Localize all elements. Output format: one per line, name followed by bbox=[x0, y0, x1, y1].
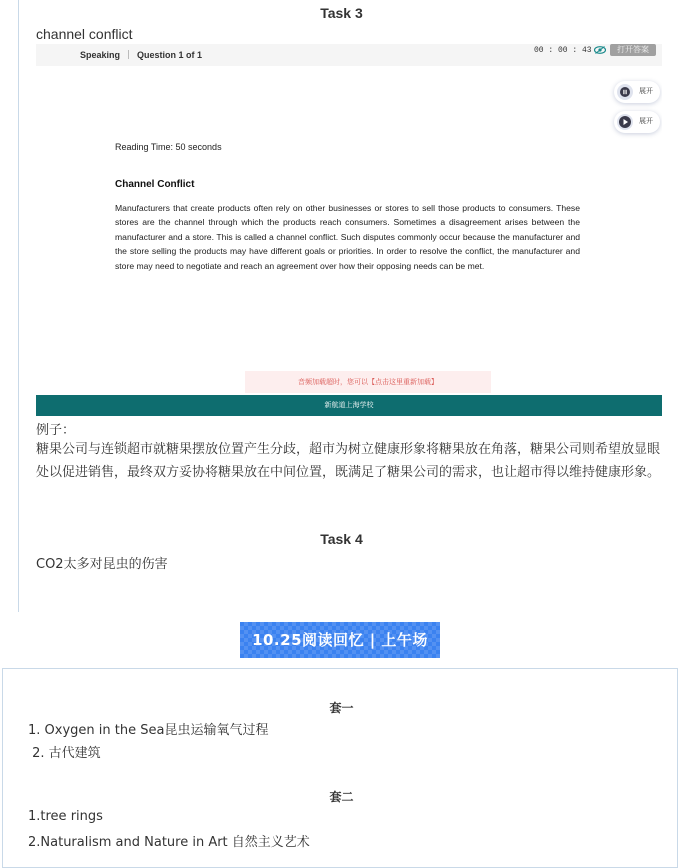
task3-title: Task 3 bbox=[320, 5, 363, 21]
reading-time: Reading Time: 50 seconds bbox=[115, 142, 222, 152]
set-one-item-1: 1. Oxygen in the Sea昆虫运输氧气过程 bbox=[28, 723, 269, 738]
eye-icon[interactable] bbox=[594, 46, 606, 54]
school-footer-bar: 新航道上海学校 bbox=[36, 395, 662, 416]
set-one-item-2: 2. 古代建筑 bbox=[28, 746, 101, 761]
left-border-rule bbox=[18, 0, 19, 612]
task4-title: Task 4 bbox=[320, 531, 363, 547]
set-two-item-1: 1.tree rings bbox=[28, 809, 103, 824]
exam-header-left bbox=[80, 50, 202, 60]
example-text: 糖果公司与连锁超市就糖果摆放位置产生分歧，超市为树立健康形象将糖果放在角落，糖果公司则希望放显眼处以促进销售，最终双方妥协将糖果放在中间位置，既满足了糖果公司的需求，也让超市得以维持健康形象。 bbox=[36, 442, 661, 480]
section-label: Speaking bbox=[80, 50, 121, 60]
audio-pause-control[interactable] bbox=[614, 81, 660, 103]
question-counter: Question 1 of 1 bbox=[137, 50, 203, 60]
countdown-timer: 00 : 00 : 43 bbox=[534, 46, 592, 55]
example-label: 例子： bbox=[36, 423, 76, 438]
audio-expand-label: 展开 bbox=[639, 117, 653, 125]
set-one-title: 套一 bbox=[329, 701, 354, 715]
header-divider bbox=[128, 50, 129, 59]
audio-expand-label: 展开 bbox=[639, 87, 653, 95]
set-two-title: 套二 bbox=[329, 790, 354, 804]
set-two-item-2: 2.Naturalism and Nature in Art 自然主义艺术 bbox=[28, 835, 310, 850]
example-section bbox=[36, 423, 664, 484]
passage-title: Channel Conflict bbox=[115, 179, 195, 190]
exam-header bbox=[36, 44, 662, 66]
task4-topic: CO2太多对昆虫的伤害 bbox=[36, 557, 168, 572]
play-icon bbox=[617, 114, 633, 130]
audio-reload-link[interactable]: 音频加载超时，您可以【点击这里重新加载】 bbox=[245, 371, 491, 393]
audio-play-control[interactable] bbox=[614, 111, 660, 133]
passage-body: Manufacturers that create products often rely on other businesses or stores to sell those products to consumers. These stores are the channel through which the products reach consumers. Sometimes a disagreement arises between the manufacturer and a store. This is called a channel conflict. Such disputes commonly occur because the manufacturer and the store selling the products may have different goals or priorities. In order to resolve the conflict, the manufacturer and store may need to negotiate and reach an agreement over how their opposing needs can be met. bbox=[115, 203, 580, 271]
open-answer-button[interactable]: 打开答案 bbox=[610, 44, 656, 56]
pause-icon bbox=[617, 84, 633, 100]
exam-screenshot bbox=[36, 44, 662, 416]
reading-recall-banner: 10.25阅读回忆 | 上午场 bbox=[240, 622, 440, 658]
task3-topic: channel conflict bbox=[36, 26, 133, 42]
